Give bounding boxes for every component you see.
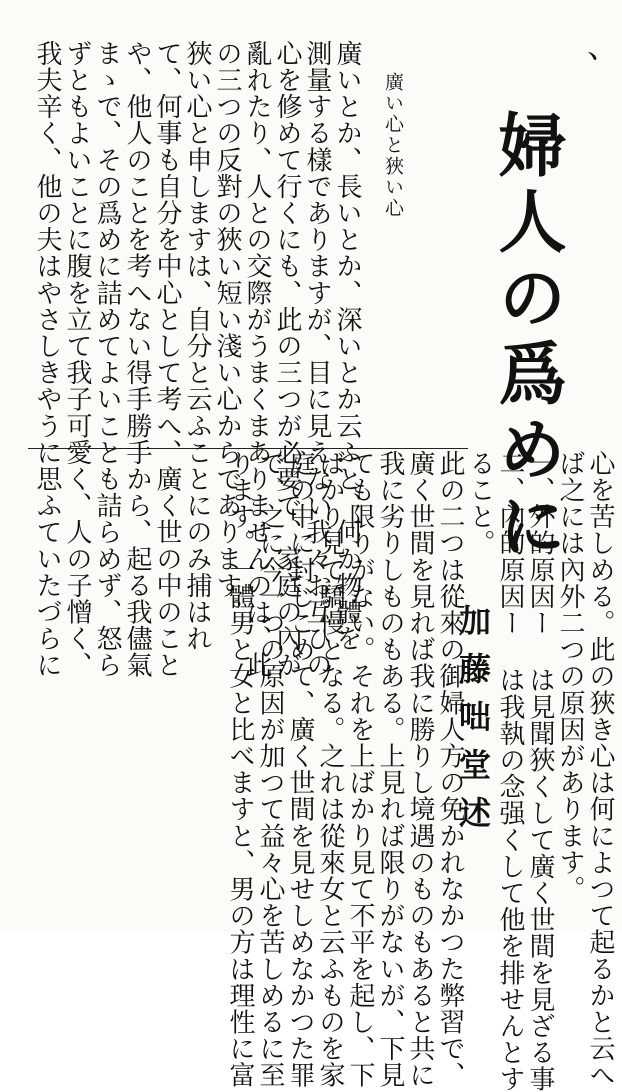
text-line: 庭の中に封じこめて、廣く世間を見せしめなかつた罪 xyxy=(285,450,315,1089)
text-line: 心を苦しめる。此の狹き心は何によつて起るかと云へ xyxy=(585,450,615,1089)
text-line: 測量する樣でありますが、目に見えない我々お互ひの xyxy=(302,40,332,679)
text-line: 此の二つは從來の御婦人方の免かれなかつた弊習で、 xyxy=(435,450,465,1089)
text-line: 我に劣りしものもある。上見れば限りがないが、下見 xyxy=(375,450,405,1089)
text-line: や、他人のことを考へない得手勝手から、起る我儘氣 xyxy=(122,40,152,679)
text-line: 狹い心と申しますは、自分と云ふことにのみ捕はれ xyxy=(182,40,212,652)
text-line: 亂れたり、人との交際がうまくまありませんのは、此 xyxy=(242,40,272,679)
text-line: ずともよいことに腹を立て我子可愛く、人の子憎く、 xyxy=(62,40,92,679)
text-line: ります。一體男と女と比べますと、男の方は理性に富 xyxy=(225,450,255,1089)
upper-text-block xyxy=(32,40,362,679)
text-line: ば之には內外二つの原因があります。 xyxy=(555,450,585,903)
text-line: まゝで、その爲めに詰めてよいことも詰らめず、怒ら xyxy=(92,40,122,679)
text-line: ること。 xyxy=(465,450,495,557)
text-line: 我夫辛く、他の夫はやさしきやうに思ふていたづらに xyxy=(32,40,62,679)
author-byline: 加藤咄堂述 xyxy=(454,604,492,844)
text-line: の三つの反對の狹い短い淺い心からであります。 xyxy=(212,40,242,626)
article-title: 婦人の爲めに xyxy=(487,110,567,566)
text-line: 一、外的原因ー は見聞狹くして廣く世間を見ざる事 xyxy=(525,450,555,1092)
text-line: て、何事も自分を中心として考へ、廣く世の中のこと xyxy=(152,40,182,679)
text-line: 心を修めて行くにも、此の三つが必要で、家庭の內が xyxy=(272,40,302,679)
text-line: ばかり見て驕慢となる。之れは從來女と云ふものを家 xyxy=(315,450,345,1089)
section-title: 廣い心と狹い心 xyxy=(382,72,404,219)
lower-text-block xyxy=(225,450,615,1092)
text-line: ても限りがない。それを上ばかり見て不平を起し、下 xyxy=(345,450,375,1089)
text-line: 廣いとか、長いとか、深いとか云ふと、何か物體を xyxy=(332,40,362,652)
corner-mark: 、 xyxy=(559,50,599,84)
text-line: で、之に今一つの原因が加つて益々心を苦しめるに至 xyxy=(255,450,285,1089)
text-line: 二、內的原因ー は我執の念强くして他を排せんとす xyxy=(495,450,525,1092)
text-line: 廣く世間を見れば我に勝りし境遇のものもあると共に xyxy=(405,450,435,1089)
